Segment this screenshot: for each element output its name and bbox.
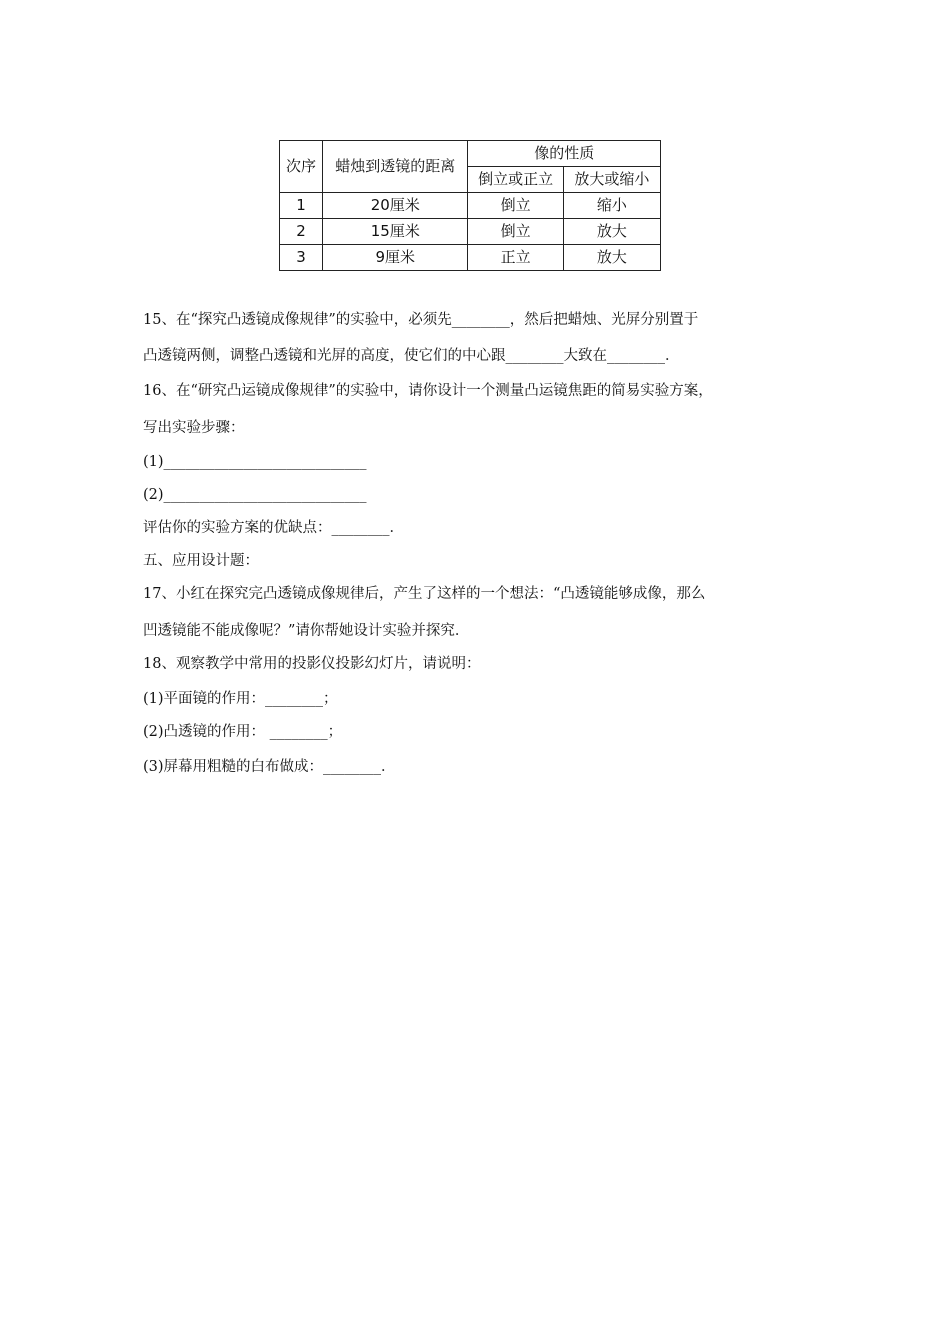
cell-size: 放大 — [563, 219, 660, 245]
table-row — [280, 245, 661, 271]
header-order: 次序 — [280, 141, 323, 193]
q16-line1: 16、在“研究凸运镜成像规律”的实验中，请你设计一个测量凸运镜焦距的简易实验方案， — [143, 383, 713, 399]
cell-distance: 20厘米 — [323, 193, 468, 219]
q16-step1: (1)____________________________ — [143, 454, 367, 470]
q18-item1: (1)平面镜的作用：________； — [143, 691, 338, 707]
table-row — [280, 219, 661, 245]
header-size: 放大或缩小 — [563, 167, 660, 193]
cell-orientation: 正立 — [468, 245, 563, 271]
q18-line1: 18、观察教学中常用的投影仪投影幻灯片，请说明： — [143, 656, 481, 672]
table-row — [280, 193, 661, 219]
q15-line2: 凸透镜两侧，调整凸透镜和光屏的高度，使它们的中心跟________大致在________． — [143, 348, 680, 364]
cell-order: 2 — [280, 219, 323, 245]
q18-item3: (3)屏幕用粗糙的白布做成：________． — [143, 759, 396, 775]
q17-line1: 17、小红在探究完凸透镜成像规律后，产生了这样的一个想法：“凸透镜能够成像，那么 — [143, 586, 706, 602]
experiment-table — [279, 140, 662, 271]
cell-distance: 9厘米 — [323, 245, 468, 271]
table-header-row — [280, 141, 661, 167]
image-nature-table — [279, 140, 661, 271]
header-orientation: 倒立或正立 — [468, 167, 563, 193]
cell-size: 缩小 — [563, 193, 660, 219]
header-nature: 像的性质 — [468, 141, 661, 167]
header-distance: 蜡烛到透镜的距离 — [323, 141, 468, 193]
cell-size: 放大 — [563, 245, 660, 271]
q15-line1: 15、在“探究凸透镜成像规律”的实验中，必须先________，然后把蜡烛、光屏分别置于 — [143, 312, 699, 328]
section-five-heading: 五、应用设计题： — [143, 553, 259, 569]
cell-orientation: 倒立 — [468, 193, 563, 219]
cell-order: 1 — [280, 193, 323, 219]
cell-distance: 15厘米 — [323, 219, 468, 245]
q18-item2: (2)凸透镜的作用： ________； — [143, 724, 343, 740]
q16-evaluation: 评估你的实验方案的优缺点：________． — [143, 520, 404, 536]
cell-orientation: 倒立 — [468, 219, 563, 245]
cell-order: 3 — [280, 245, 323, 271]
q17-line2: 凹透镜能不能成像呢？”请你帮她设计实验并探究． — [143, 623, 470, 639]
q16-step2: (2)____________________________ — [143, 487, 367, 503]
q16-line2: 写出实验步骤： — [143, 420, 245, 436]
